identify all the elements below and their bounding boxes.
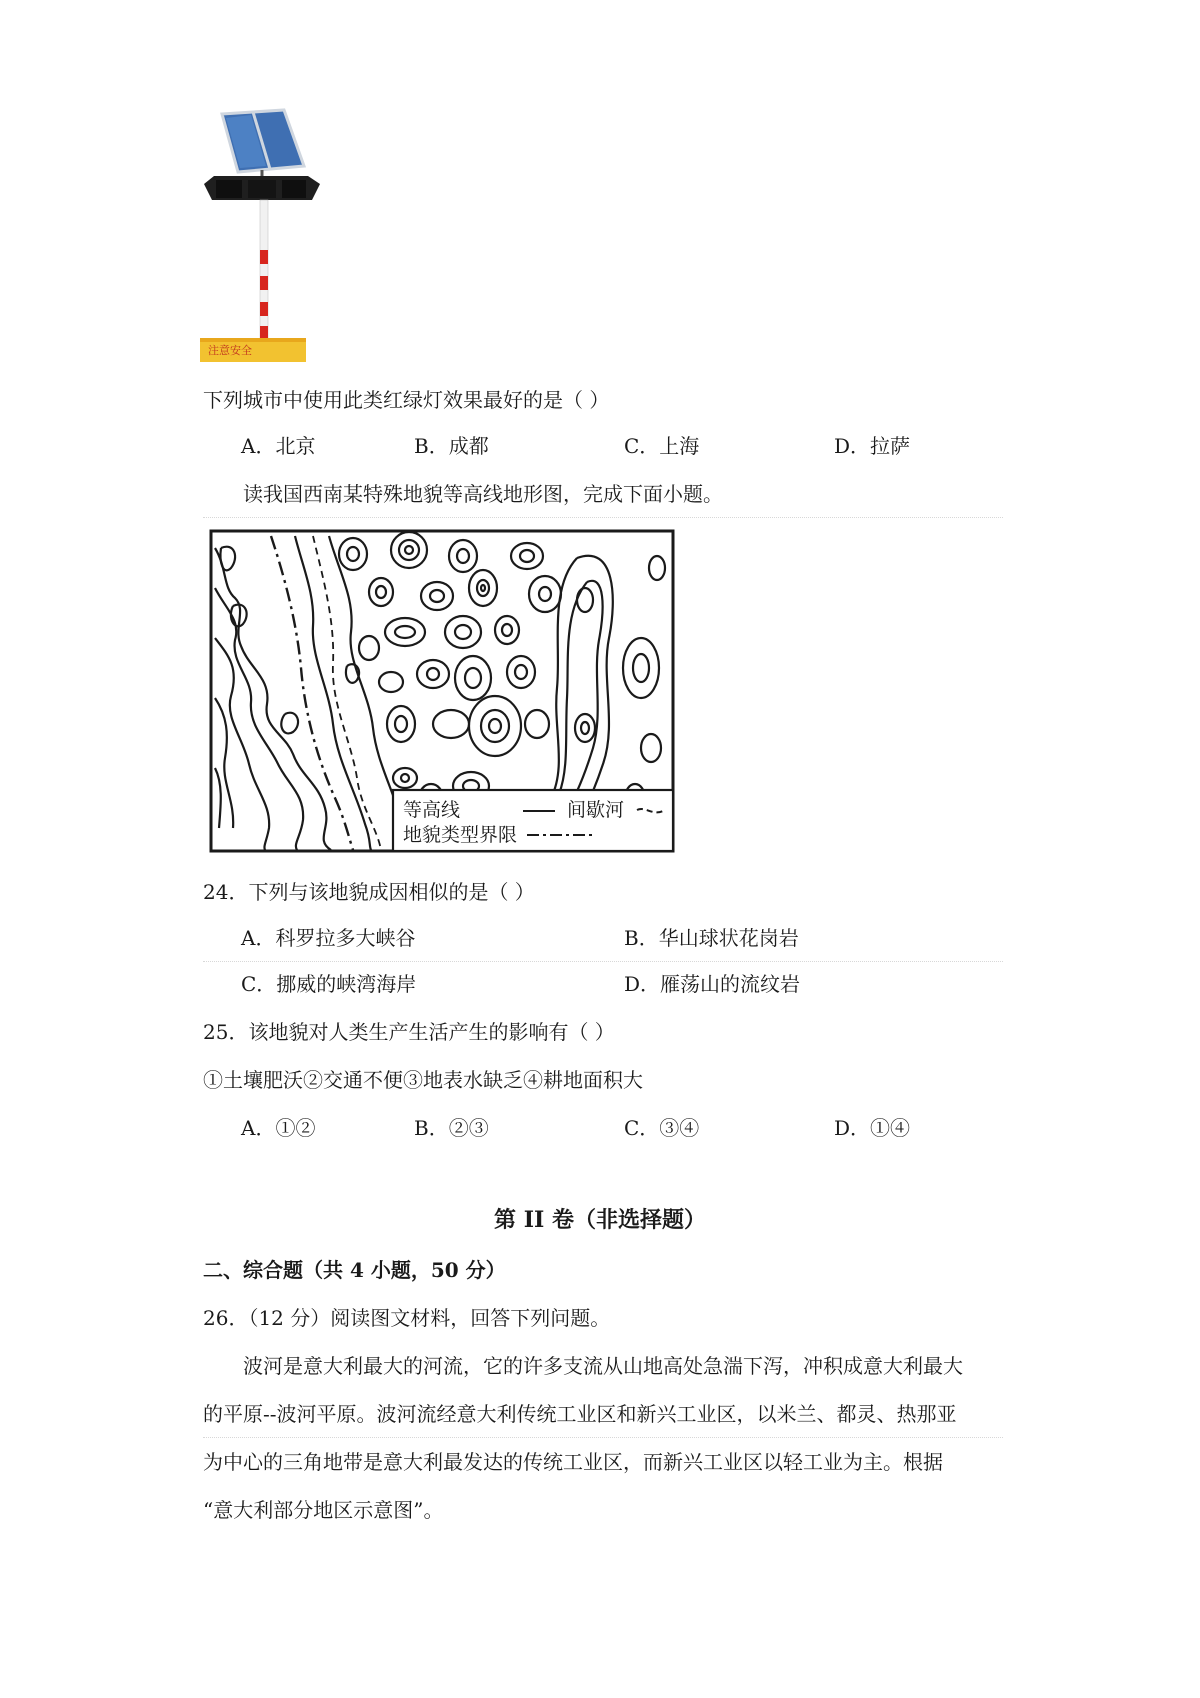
karst-contour-map xyxy=(205,528,675,853)
divider xyxy=(203,517,1003,518)
intro-24-25: 读我国西南某特殊地貌等高线地形图，完成下面小题。 xyxy=(243,482,723,506)
q24-option-b: B．华山球状花岗岩 xyxy=(624,926,799,950)
section-heading: 二、综合题（共 4 小题，50 分） xyxy=(203,1258,506,1282)
legend-boundary-label: 地貌类型界限 xyxy=(403,824,518,846)
q23-option-a: A．北京 xyxy=(241,434,316,458)
legend-contour-label: 等高线 xyxy=(403,799,461,821)
q23-stem: 下列城市中使用此类红绿灯效果最好的是（ ） xyxy=(203,388,610,412)
q23-option-d: D．拉萨 xyxy=(834,434,911,458)
part2-title: 第 II 卷（非选择题） xyxy=(494,1207,706,1233)
q24-option-d: D．雁荡山的流纹岩 xyxy=(624,972,801,996)
q23-option-c: C．上海 xyxy=(624,434,700,458)
solar-traffic-light-figure xyxy=(200,100,330,362)
divider xyxy=(203,1437,1003,1438)
q26-paragraph-line: “意大利部分地区示意图”。 xyxy=(203,1498,444,1522)
q25-option-a: A．①② xyxy=(241,1116,316,1140)
q23-option-b: B．成都 xyxy=(414,434,489,458)
q25-statements: ①土壤肥沃②交通不便③地表水缺乏④耕地面积大 xyxy=(203,1068,643,1092)
solar-traffic-light-icon xyxy=(200,100,330,362)
q25-stem: 25．该地貌对人类生产生活产生的影响有（ ） xyxy=(203,1020,615,1044)
q24-stem: 24．下列与该地貌成因相似的是（ ） xyxy=(203,880,535,904)
q24-option-a: A．科罗拉多大峡谷 xyxy=(241,926,416,950)
q26-stem: 26．（12 分）阅读图文材料，回答下列问题。 xyxy=(203,1306,611,1330)
q26-paragraph-line: 为中心的三角地带是意大利最发达的传统工业区，而新兴工业区以轻工业为主。根据 xyxy=(203,1450,943,1474)
q25-option-b: B．②③ xyxy=(414,1116,489,1140)
q24-option-c: C．挪威的峡湾海岸 xyxy=(241,972,417,996)
divider xyxy=(203,961,1003,962)
q25-option-c: C．③④ xyxy=(624,1116,700,1140)
legend-river-label: 间歇河 xyxy=(567,799,625,821)
q26-paragraph-line: 的平原--波河平原。波河流经意大利传统工业区和新兴工业区，以米兰、都灵、热那亚 xyxy=(203,1402,957,1426)
q26-paragraph-line: 波河是意大利最大的河流，它的许多支流从山地高处急湍下泻，冲积成意大利最大 xyxy=(243,1354,963,1378)
base-sign-text: 注意安全 xyxy=(208,344,252,357)
q25-option-d: D．①④ xyxy=(834,1116,911,1140)
